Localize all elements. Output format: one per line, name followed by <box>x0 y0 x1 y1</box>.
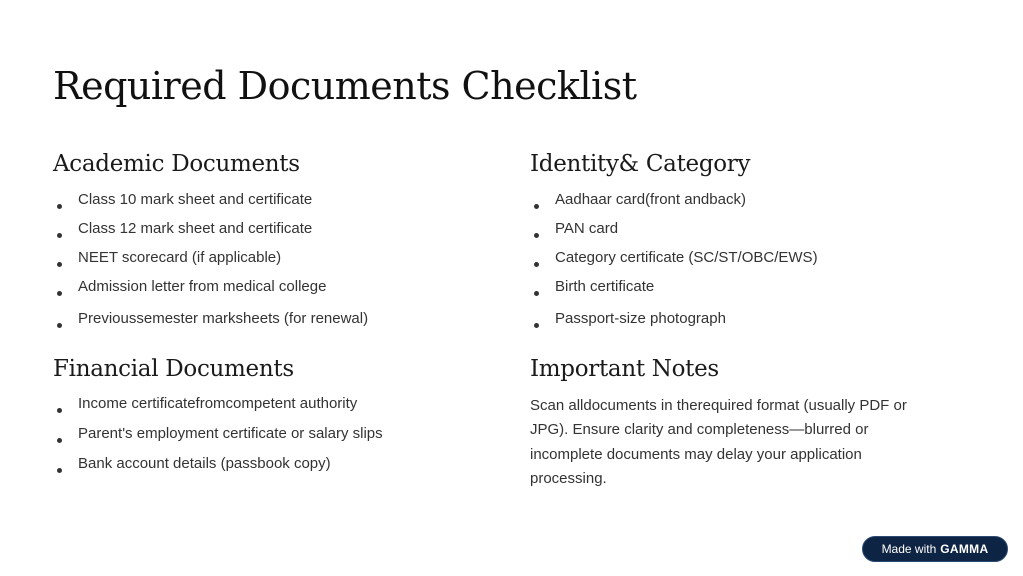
list-item: Aadhaar card(front andback) <box>530 190 970 219</box>
list-item: Bank account details (passbook copy) <box>53 454 493 484</box>
financial-documents-heading: Financial Documents <box>53 356 294 382</box>
list-item: Parent's employment certificate or salary slips <box>53 424 493 454</box>
list-item: Category certificate (SC/ST/OBC/EWS) <box>530 248 970 277</box>
list-item: Class 10 mark sheet and certificate <box>53 190 493 219</box>
identity-category-list <box>530 190 970 338</box>
list-item: Income certificatefromcompetent authority <box>53 394 493 424</box>
list-item: PAN card <box>530 219 970 248</box>
badge-prefix: Made with <box>881 542 937 556</box>
gamma-logo: GAMMA <box>940 542 989 556</box>
list-item: Birth certificate <box>530 277 970 306</box>
list-item: Admission letter from medical college <box>53 277 493 306</box>
academic-documents-list <box>53 190 493 338</box>
identity-category-section <box>530 148 970 338</box>
academic-documents-section <box>53 148 493 338</box>
list-item: Passport-size photograph <box>530 309 970 338</box>
list-item: Class 12 mark sheet and certificate <box>53 219 493 248</box>
important-notes-heading: Important Notes <box>530 356 719 382</box>
made-with-gamma-badge[interactable] <box>862 536 1008 562</box>
list-item: NEET scorecard (if applicable) <box>53 248 493 277</box>
academic-documents-heading: Academic Documents <box>53 151 300 177</box>
important-notes-text: Scan alldocuments in therequired format (usually PDF or JPG). Ensure clarity and completeness—blurred or incomplete documents may delay your application processing. <box>530 397 907 487</box>
financial-documents-section <box>53 353 493 484</box>
important-notes-section <box>530 353 970 491</box>
financial-documents-list <box>53 394 493 484</box>
identity-category-heading: Identity& Category <box>530 151 751 177</box>
list-item: Previoussemester marksheets (for renewal) <box>53 309 493 338</box>
page-title: Required Documents Checklist <box>53 64 637 108</box>
